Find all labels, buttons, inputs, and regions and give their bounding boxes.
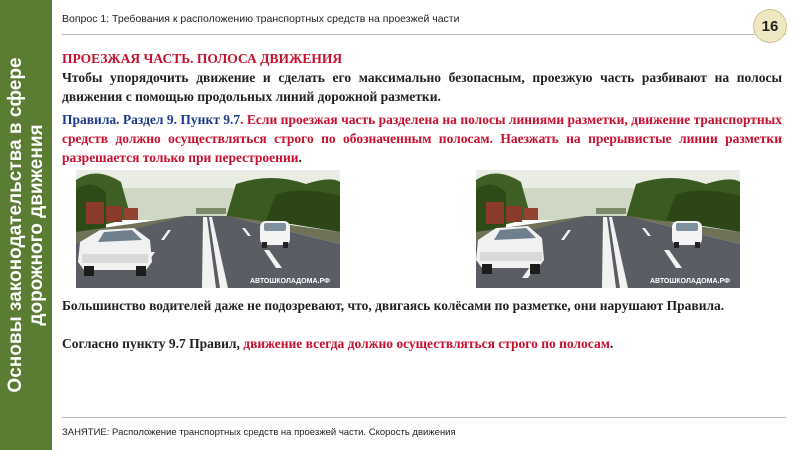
photo-watermark: АВТОШКОЛАДОМА.РФ [249, 278, 330, 285]
sidebar-title: Основы законодательства в сфере дорожного движения [5, 57, 47, 393]
photo-watermark: АВТОШКОЛАДОМА.РФ [649, 278, 730, 285]
rule-paragraph: Правила. Раздел 9. Пункт 9.7. Если проезжая часть разделена на полосы линиями разметки, движение транспортных средств должно осуществляться строго по обозначенным полосам. Наезжать на прерывистые линии разметки разрешается только при перестроении. [62, 112, 782, 165]
intro-paragraph: Чтобы упорядочить движение и сделать его максимально безопасным, проезжую часть разбивают на полосы движения с помощью продольных линий дорожной разметки. [62, 70, 782, 104]
section-title: ПРОЕЗЖАЯ ЧАСТЬ. ПОЛОСА ДВИЖЕНИЯ [62, 51, 343, 66]
drivers-paragraph: Большинство водителей даже не подозревают, что, двигаясь колёсами по разметке, они нарушают Правила. [62, 298, 725, 313]
header-divider [62, 34, 786, 35]
rule-text: . Если проезжая часть разделена на полосы линиями разметки, движение транспортных средств должно осуществляться строго по обозначенным полосам. Наезжать на прерывистые линии разметки разрешается только при перестроении [62, 112, 782, 165]
slide-number-badge: 16 [753, 9, 787, 43]
rule-reference: Правила. Раздел 9. Пункт 9.7 [62, 112, 241, 127]
question-header: Вопрос 1: Требования к расположению транспортных средств на проезжей части [62, 13, 460, 25]
lesson-footer: ЗАНЯТИЕ: Расположение транспортных средств на проезжей части. Скорость движения [62, 427, 456, 438]
conclusion-paragraph: Согласно пункту 9.7 Правил, движение всегда должно осуществляться строго по полосам. [62, 336, 614, 351]
footer-divider [62, 417, 786, 418]
road-photo-left [76, 170, 340, 288]
conclusion-highlight: движение всегда должно осуществляться строго по полосам [243, 336, 610, 351]
sidebar [0, 0, 52, 450]
road-photo-right [476, 170, 740, 288]
